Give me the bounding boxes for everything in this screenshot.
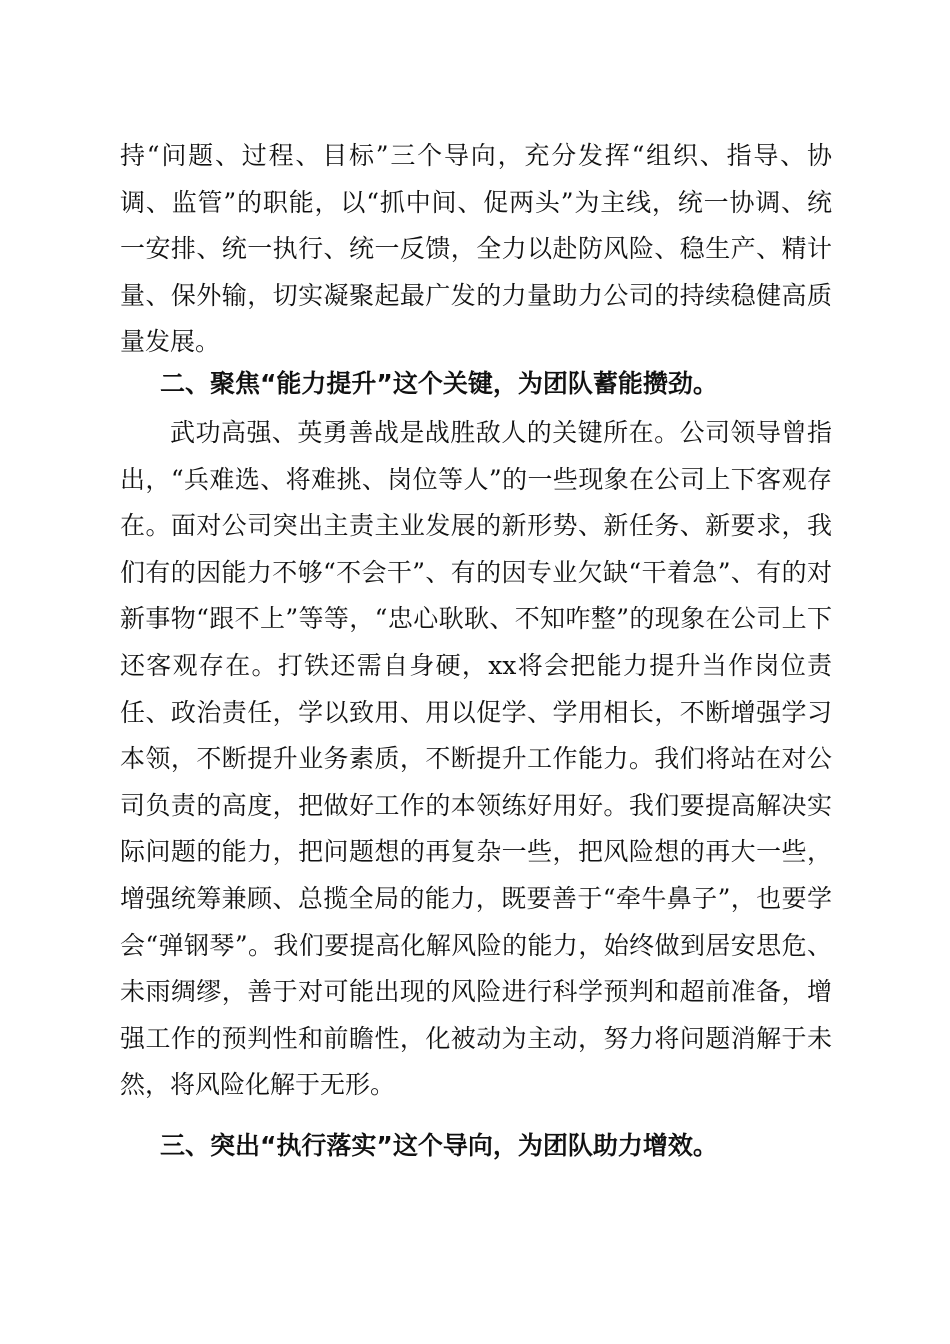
paragraph-continued: 持“问题、过程、目标”三个导向，充分发挥“组织、指导、协调、监管”的职能，以“抓中间、促两头”为主线，统一协调、统一安排、统一执行、统一反馈，全力以赴防风险、稳生产、精计量、保外输，切实凝聚起最广发的力量助力公司的持续稳健高质量发展。 [120, 141, 832, 357]
paragraph-2: 武功高强、英勇善战是战胜敌人的关键所在。公司领导曾指出，“兵难选、将难挑、岗位等人”的一些现象在公司上下客观存在。面对公司突出主责主业发展的新形势、新任务、新要求，我们有的因能力不够“不会干”、有的因专业欠缺“干着急”、有的对新事物“跟不上”等等，“忠心耿耿、不知咋整”的现象在公司上下还客观存在。打铁还需自身硬，xx将会把能力提升当作岗位责任、政治责任，学以致用、用以促学、学用相长，不断增强学习本领，不断提升业务素质，不断提升工作能力。我们将站在对公司负责的高度，把做好工作的本领练好用好。我们要提高解决实际问题的能力，把问题想的再复杂一些，把风险想的再大一些，增强统筹兼顾、总揽全局的能力，既要善于“牵牛鼻子”，也要学会“弹钢琴”。我们要提高化解风险的能力，始终做到居安思危、未雨绸缪，善于对可能出现的风险进行科学预判和超前准备，增强工作的预判性和前瞻性，化被动为主动，努力将问题消解于未然，将风险化解于无形。 [120, 418, 832, 1100]
section-heading-2: 二、聚焦“能力提升”这个关键，为团队蓄能攒劲。 [160, 369, 718, 398]
section-heading-3: 三、突出“执行落实”这个导向，为团队助力增效。 [160, 1131, 718, 1160]
